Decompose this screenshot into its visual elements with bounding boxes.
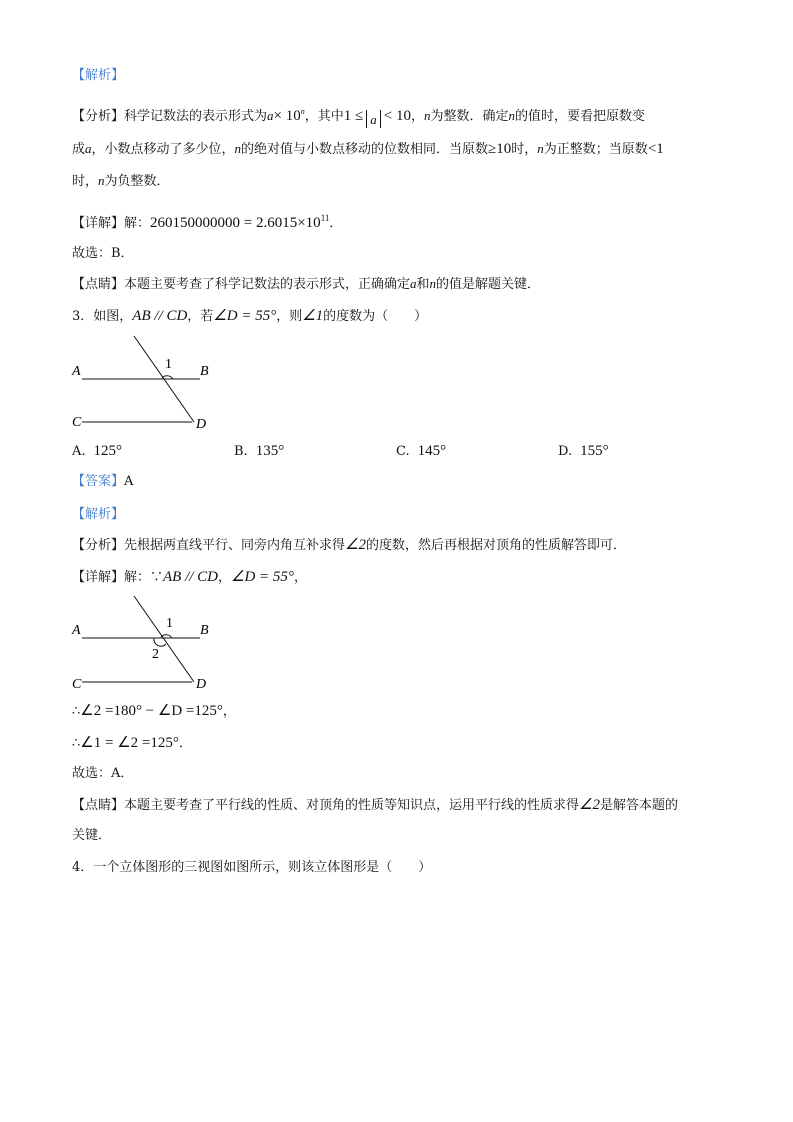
label-D: D — [196, 677, 207, 692]
question-3 — [72, 306, 427, 327]
text: ， — [222, 704, 236, 719]
text: 【分析】先根据两直线平行、同旁内角互补求得 — [72, 538, 346, 553]
text: 和 — [416, 277, 430, 292]
option-a[interactable] — [72, 441, 122, 462]
label-C: C — [72, 677, 82, 692]
text: 是解答本题的 — [599, 798, 678, 813]
question-4: 4．一个立体图形的三视图如图所示，则该立体图形是（ ） — [72, 860, 432, 875]
text: ， — [218, 570, 232, 585]
text: ，则 — [276, 309, 303, 324]
analysis-line-3 — [72, 171, 170, 192]
one-le: 1 ≤ — [343, 108, 364, 124]
text: ． — [178, 736, 192, 751]
label-C: C — [72, 415, 82, 430]
var-a: a — [85, 141, 92, 156]
analysis-line-1 — [72, 102, 645, 128]
option-value: 155° — [580, 443, 609, 459]
text: ，若 — [187, 309, 214, 324]
label-2: 2 — [152, 647, 159, 662]
detail-q3 — [72, 567, 307, 588]
parallel-expr: AB // CD — [132, 308, 188, 324]
text: ，其中 — [304, 109, 344, 124]
var-n: n — [429, 276, 437, 291]
text: 的值时，要看把原数变 — [514, 109, 645, 124]
option-d[interactable] — [558, 441, 609, 462]
option-key: D. — [558, 444, 573, 459]
sci-expression: 260150000000 = 2.6015×10 — [150, 215, 321, 231]
lt-one: <1 — [647, 141, 664, 157]
angle-2: ∠2 — [345, 537, 366, 553]
label-B: B — [200, 364, 209, 379]
label-1: 1 — [165, 357, 172, 372]
analysis-line-2 — [72, 139, 664, 160]
step-expr: ∠2 =180° − ∠D =125° — [80, 703, 223, 719]
angle-1: ∠1 — [302, 308, 324, 324]
text: ， — [293, 570, 307, 585]
therefore-symbol: ∴ — [72, 736, 81, 751]
answer-line — [72, 472, 133, 492]
text: 为整数．确定 — [430, 109, 509, 124]
option-b[interactable] — [234, 441, 284, 462]
text: 【详解】解：∵ — [72, 570, 164, 585]
text: 的度数，然后再根据对顶角的性质解答即可． — [365, 538, 626, 553]
analysis-tag-text: 【分析】科学记数法的表示形式为 — [72, 109, 268, 124]
comment-q3-line-1 — [72, 795, 678, 816]
text: ，小数点移动了多少位， — [91, 142, 235, 157]
figure-2 — [70, 594, 220, 694]
var-a: a — [410, 276, 417, 291]
label-A: A — [72, 364, 81, 379]
text: 为正整数；当原数 — [543, 142, 648, 157]
var-n: n — [234, 141, 242, 156]
therefore-symbol: ∴ — [72, 704, 81, 719]
var-n: n — [508, 108, 515, 123]
option-value: 135° — [255, 443, 285, 459]
option-value: 125° — [93, 443, 123, 459]
text: 时， — [72, 174, 99, 189]
var-n: n — [537, 141, 544, 156]
choice-line-a: 故选：A． — [72, 766, 134, 781]
section-tag-jiexi-2: 【解析】 — [72, 507, 125, 522]
text: 为负整数． — [104, 174, 170, 189]
section-tag-jiexi: 【解析】 — [72, 68, 125, 83]
var-n: n — [423, 108, 431, 123]
comment-q3-line-2: 关键． — [72, 828, 112, 843]
exponent: 11 — [320, 213, 330, 223]
comment-line — [72, 274, 540, 295]
label-B: B — [200, 623, 209, 638]
text: 的绝对值与小数点移动的位数相同．当原数 — [241, 142, 489, 157]
option-key: B. — [234, 444, 248, 459]
text: ， — [410, 109, 424, 124]
var-a: a — [267, 108, 274, 123]
answer-value: A — [124, 474, 134, 489]
text: 的度数为（ ） — [323, 309, 428, 324]
label-1: 1 — [166, 616, 173, 631]
text: 成 — [72, 142, 86, 157]
step-1 — [72, 701, 236, 722]
angle-expr: ∠D = 55° — [213, 308, 277, 324]
choice-line-b: 故选：B． — [72, 246, 134, 261]
step-2 — [72, 733, 192, 754]
parallel-expr: AB // CD — [163, 569, 219, 585]
lt-ten: < 10 — [383, 108, 411, 124]
option-key: C. — [396, 444, 410, 459]
option-value: 145° — [417, 443, 447, 459]
step-expr: ∠1 = ∠2 =125° — [80, 735, 179, 751]
option-c[interactable] — [396, 441, 446, 462]
text: 【点睛】本题主要考查了平行线的性质、对顶角的性质等知识点，运用平行线的性质求得 — [72, 798, 580, 813]
times-ten: × 10 — [273, 108, 301, 124]
angle-2: ∠2 — [579, 797, 600, 813]
text: ． — [329, 216, 343, 231]
text: 的值是解题关键． — [436, 277, 541, 292]
analysis-q3 — [72, 535, 626, 556]
option-key: A. — [72, 444, 86, 459]
var-n: n — [98, 173, 105, 188]
abs-a: a — [366, 110, 381, 128]
text: 【详解】解： — [72, 216, 151, 231]
angle-expr: ∠D = 55° — [231, 569, 294, 585]
detail-line — [72, 208, 342, 234]
label-A: A — [72, 623, 81, 638]
exp-n: n — [300, 107, 305, 116]
label-D: D — [196, 417, 207, 432]
text: 【点睛】本题主要考查了科学记数法的表示形式，正确确定 — [72, 277, 411, 292]
answer-tag: 【答案】 — [72, 474, 125, 489]
ge-ten: ≥10 — [488, 141, 512, 157]
figure-1 — [70, 334, 220, 434]
text: 时， — [511, 142, 538, 157]
text: 3．如图， — [72, 309, 133, 324]
